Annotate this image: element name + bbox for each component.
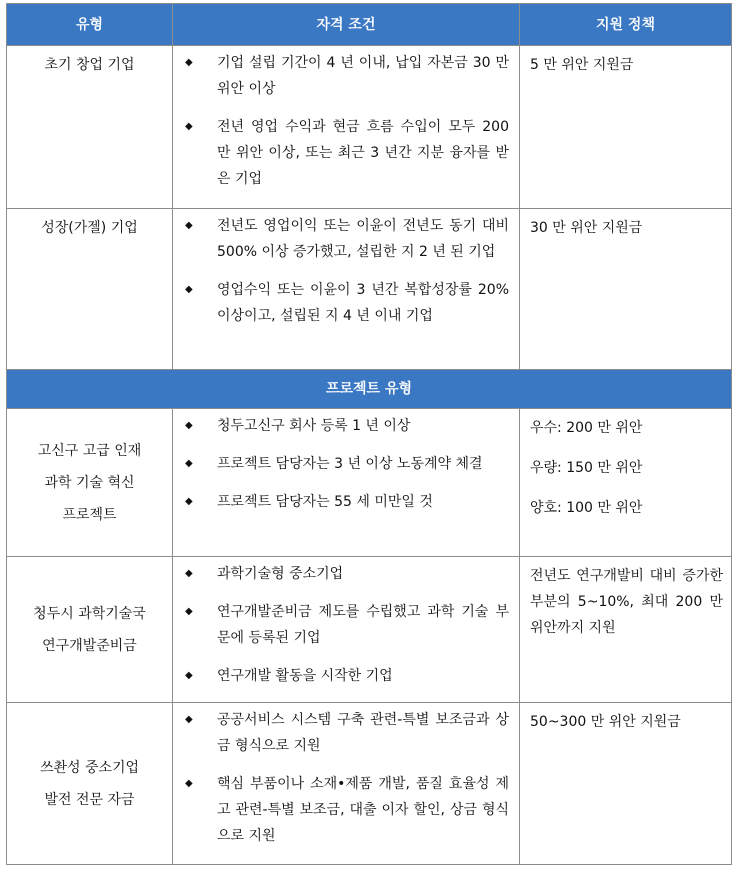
type-label: 연구개발준비금 [42, 637, 137, 654]
policy-cell [520, 46, 732, 209]
type-label: 청두시 과학기술국 [33, 605, 146, 622]
policy-cell [520, 209, 732, 370]
type-cell [7, 703, 173, 865]
header-type: 유형 [7, 4, 173, 46]
bullet-icon: ◆ [185, 57, 193, 68]
table-row [7, 46, 732, 209]
conditions-cell [173, 209, 520, 370]
type-label: 고신구 고급 인재 [37, 442, 142, 459]
list-item: ◆ 핵심 부품이나 소재•제품 개발, 품질 효율성 제고 관련-특별 보조금, 대출 이자 할인, 상금 형식으로 지원 [173, 771, 509, 849]
type-label: 발전 전문 자금 [44, 791, 135, 808]
bullet-icon: ◆ [185, 778, 193, 789]
conditions-cell [173, 703, 520, 865]
list-item: ◆ 전년 영업 수익과 현금 흐름 수입이 모두 200 만 위안 이상, 또는 최근 3 년간 지분 융자를 받은 기업 [173, 114, 509, 192]
policy-cell [520, 703, 732, 865]
policy-text: 30 만 위안 지원금 [530, 220, 643, 236]
conditions-cell [173, 557, 520, 703]
section-header: 프로젝트 유형 [7, 370, 732, 409]
bullet-icon: ◆ [185, 121, 193, 132]
list-item: ◆ 연구개발 활동을 시작한 기업 [173, 663, 509, 689]
list-item: ◆ 프로젝트 담당자는 3 년 이상 노동계약 체결 [173, 451, 509, 477]
list-item: ◆ 청두고신구 회사 등록 1 년 이상 [173, 413, 509, 439]
list-item: ◆ 과학기술형 중소기업 [173, 561, 509, 587]
header-policy: 지원 정책 [520, 4, 732, 46]
policy-cell [520, 409, 732, 557]
list-item: ◆ 프로젝트 담당자는 55 세 미만일 것 [173, 489, 509, 515]
policy-text: 우량: 150 만 위안 [530, 460, 643, 476]
table-row [7, 557, 732, 703]
policy-text: 50~300 만 위안 지원금 [530, 714, 681, 730]
bullet-icon: ◆ [185, 458, 193, 469]
type-cell [7, 557, 173, 703]
table-row [7, 703, 732, 865]
policy-text: 전년도 연구개발비 대비 증가한 부분의 5~10%, 최대 200 만 위안까지 지원 [530, 568, 723, 636]
policy-text: 양호: 100 만 위안 [530, 500, 643, 516]
list-item: ◆ 영업수익 또는 이윤이 3 년간 복합성장률 20%이상이고, 설립된 지 4 년 이내 기업 [173, 277, 509, 329]
type-cell [7, 409, 173, 557]
list-item: ◆ 공공서비스 시스템 구축 관련-특별 보조금과 상금 형식으로 지원 [173, 707, 509, 759]
policy-cell [520, 557, 732, 703]
header-row [7, 4, 732, 46]
type-label: 초기 창업 기업 [44, 57, 135, 73]
list-item: ◆ 연구개발준비금 제도를 수립했고 과학 기술 부문에 등록된 기업 [173, 599, 509, 651]
type-cell [7, 209, 173, 370]
conditions-cell [173, 409, 520, 557]
type-label: 성장(가젤) 기업 [41, 220, 138, 236]
table-row [7, 409, 732, 557]
table-row [7, 209, 732, 370]
bullet-icon: ◆ [185, 670, 193, 681]
section-row [7, 370, 732, 409]
bullet-icon: ◆ [185, 714, 193, 725]
type-label: 쓰촨성 중소기업 [39, 759, 140, 776]
bullet-icon: ◆ [185, 496, 193, 507]
bullet-icon: ◆ [185, 284, 193, 295]
conditions-cell [173, 46, 520, 209]
list-item: ◆ 전년도 영업이익 또는 이윤이 전년도 동기 대비 500% 이상 증가했고, 설립한 지 2 년 된 기업 [173, 213, 509, 265]
type-cell [7, 46, 173, 209]
bullet-icon: ◆ [185, 606, 193, 617]
list-item: ◆ 기업 설립 기간이 4 년 이내, 납입 자본금 30 만 위안 이상 [173, 50, 509, 102]
policy-text: 5 만 위안 지원금 [530, 57, 634, 73]
header-conditions: 자격 조건 [173, 4, 520, 46]
bullet-icon: ◆ [185, 568, 193, 579]
policy-text: 우수: 200 만 위안 [530, 420, 643, 436]
support-policy-table [6, 3, 732, 865]
type-label: 프로젝트 [62, 506, 117, 523]
bullet-icon: ◆ [185, 220, 193, 231]
type-label: 과학 기술 혁신 [44, 474, 135, 491]
bullet-icon: ◆ [185, 420, 193, 431]
